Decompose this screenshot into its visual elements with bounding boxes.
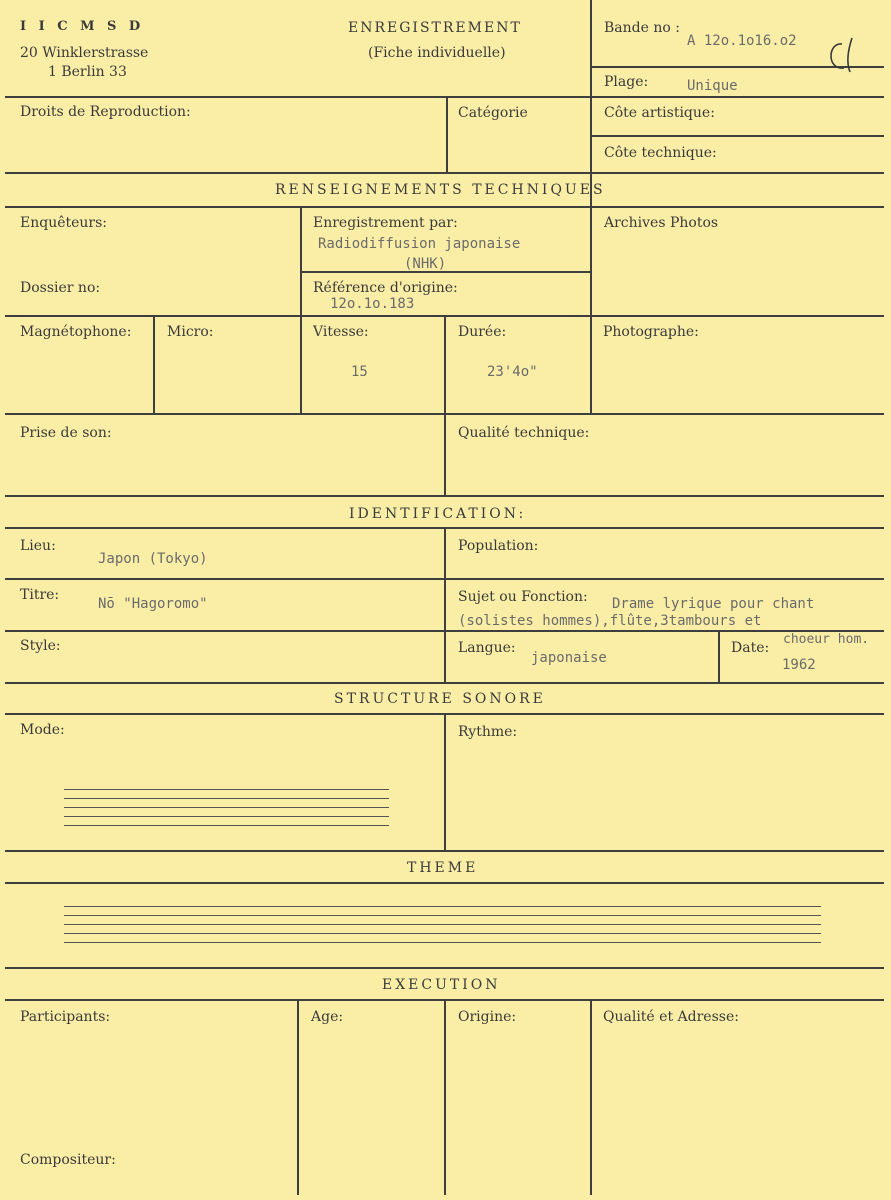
section-title-identification: IDENTIFICATION: bbox=[349, 506, 527, 522]
staff-line bbox=[64, 933, 821, 934]
plage-label: Plage: bbox=[604, 74, 649, 90]
divider bbox=[153, 315, 155, 413]
address-line-2: 1 Berlin 33 bbox=[48, 64, 127, 80]
sujet-label: Sujet ou Fonction: bbox=[458, 589, 588, 605]
style-label: Style: bbox=[20, 638, 61, 654]
vitesse-value: 15 bbox=[351, 364, 368, 380]
enregistrement-par-label: Enregistrement par: bbox=[313, 215, 458, 231]
section-title-structure: STRUCTURE SONORE bbox=[334, 691, 546, 707]
origine-label: Origine: bbox=[458, 1009, 517, 1025]
divider bbox=[590, 999, 592, 1195]
staff-line bbox=[64, 915, 821, 916]
divider bbox=[5, 850, 884, 852]
divider bbox=[444, 713, 446, 850]
divider bbox=[5, 682, 884, 684]
staff-line bbox=[64, 906, 821, 907]
sujet-value: Drame lyrique pour chant bbox=[612, 596, 815, 612]
duree-label: Durée: bbox=[458, 324, 507, 340]
staff-line bbox=[64, 942, 821, 943]
compositeur-label: Compositeur: bbox=[20, 1152, 116, 1168]
categorie-label: Catégorie bbox=[458, 105, 528, 121]
qualite-technique-label: Qualité technique: bbox=[458, 425, 590, 441]
participants-label: Participants: bbox=[20, 1009, 111, 1025]
langue-value: japonaise bbox=[531, 650, 607, 666]
divider bbox=[444, 527, 446, 682]
cote-artistique-label: Côte artistique: bbox=[604, 105, 715, 121]
date-label: Date: bbox=[731, 640, 770, 656]
reference-value: 12o.1o.183 bbox=[330, 296, 415, 312]
staff-line bbox=[64, 924, 821, 925]
prise-de-son-label: Prise de son: bbox=[20, 425, 112, 441]
divider bbox=[5, 882, 884, 884]
section-title-execution: EXECUTION bbox=[382, 977, 501, 993]
mode-label: Mode: bbox=[20, 722, 65, 738]
dossier-label: Dossier no: bbox=[20, 280, 101, 296]
lieu-value: Japon (Tokyo) bbox=[98, 551, 208, 567]
droits-label: Droits de Reproduction: bbox=[20, 104, 191, 120]
divider bbox=[5, 96, 884, 98]
magnetophone-label: Magnétophone: bbox=[20, 324, 132, 340]
divider bbox=[300, 206, 302, 413]
titre-value: Nō "Hagoromo" bbox=[98, 596, 208, 612]
bande-value: A 12o.1o16.o2 bbox=[687, 33, 797, 49]
institute-logo: I I C M S D bbox=[20, 19, 145, 34]
cote-technique-label: Côte technique: bbox=[604, 145, 717, 161]
divider bbox=[5, 967, 884, 969]
enregistrement-par-value: Radiodiffusion japonaise bbox=[318, 236, 521, 252]
staff-line bbox=[64, 789, 389, 790]
population-label: Population: bbox=[458, 538, 539, 554]
date-value: 1962 bbox=[782, 657, 816, 673]
divider bbox=[446, 96, 448, 172]
sujet-value-3: choeur hom. bbox=[783, 632, 870, 647]
handwritten-mark bbox=[822, 36, 862, 76]
address-line-1: 20 Winklerstrasse bbox=[20, 45, 149, 61]
duree-value: 23'4o" bbox=[487, 364, 538, 380]
sujet-value-2: (solistes hommes),flûte,3tambours et bbox=[458, 613, 762, 629]
staff-line bbox=[64, 816, 389, 817]
enregistrement-par-value-2: (NHK) bbox=[404, 256, 447, 272]
staff-line bbox=[64, 825, 389, 826]
reference-label: Référence d'origine: bbox=[313, 280, 458, 296]
photographe-label: Photographe: bbox=[603, 324, 699, 340]
divider bbox=[444, 999, 446, 1195]
divider bbox=[5, 495, 884, 497]
qualite-adresse-label: Qualité et Adresse: bbox=[603, 1009, 739, 1025]
titre-label: Titre: bbox=[20, 587, 60, 603]
lieu-label: Lieu: bbox=[20, 538, 56, 554]
divider bbox=[590, 135, 884, 137]
micro-label: Micro: bbox=[167, 324, 214, 340]
divider bbox=[5, 206, 884, 208]
enqueteurs-label: Enquêteurs: bbox=[20, 215, 108, 231]
section-title-technique: RENSEIGNEMENTS TECHNIQUES bbox=[275, 182, 606, 198]
rythme-label: Rythme: bbox=[458, 724, 518, 740]
vitesse-label: Vitesse: bbox=[313, 324, 369, 340]
staff-line bbox=[64, 798, 389, 799]
divider bbox=[5, 172, 884, 174]
staff-line bbox=[64, 807, 389, 808]
section-title-theme: THEME bbox=[407, 860, 479, 876]
divider bbox=[718, 630, 720, 682]
langue-label: Langue: bbox=[458, 640, 516, 656]
form-subtitle: (Fiche individuelle) bbox=[368, 45, 506, 61]
age-label: Age: bbox=[311, 1009, 344, 1025]
divider bbox=[444, 315, 446, 495]
form-title: ENREGISTREMENT bbox=[348, 20, 522, 36]
divider bbox=[590, 0, 592, 413]
bande-label: Bande no : bbox=[604, 20, 680, 36]
archives-photos-label: Archives Photos bbox=[604, 215, 719, 231]
divider bbox=[297, 999, 299, 1195]
plage-value: Unique bbox=[687, 78, 738, 94]
